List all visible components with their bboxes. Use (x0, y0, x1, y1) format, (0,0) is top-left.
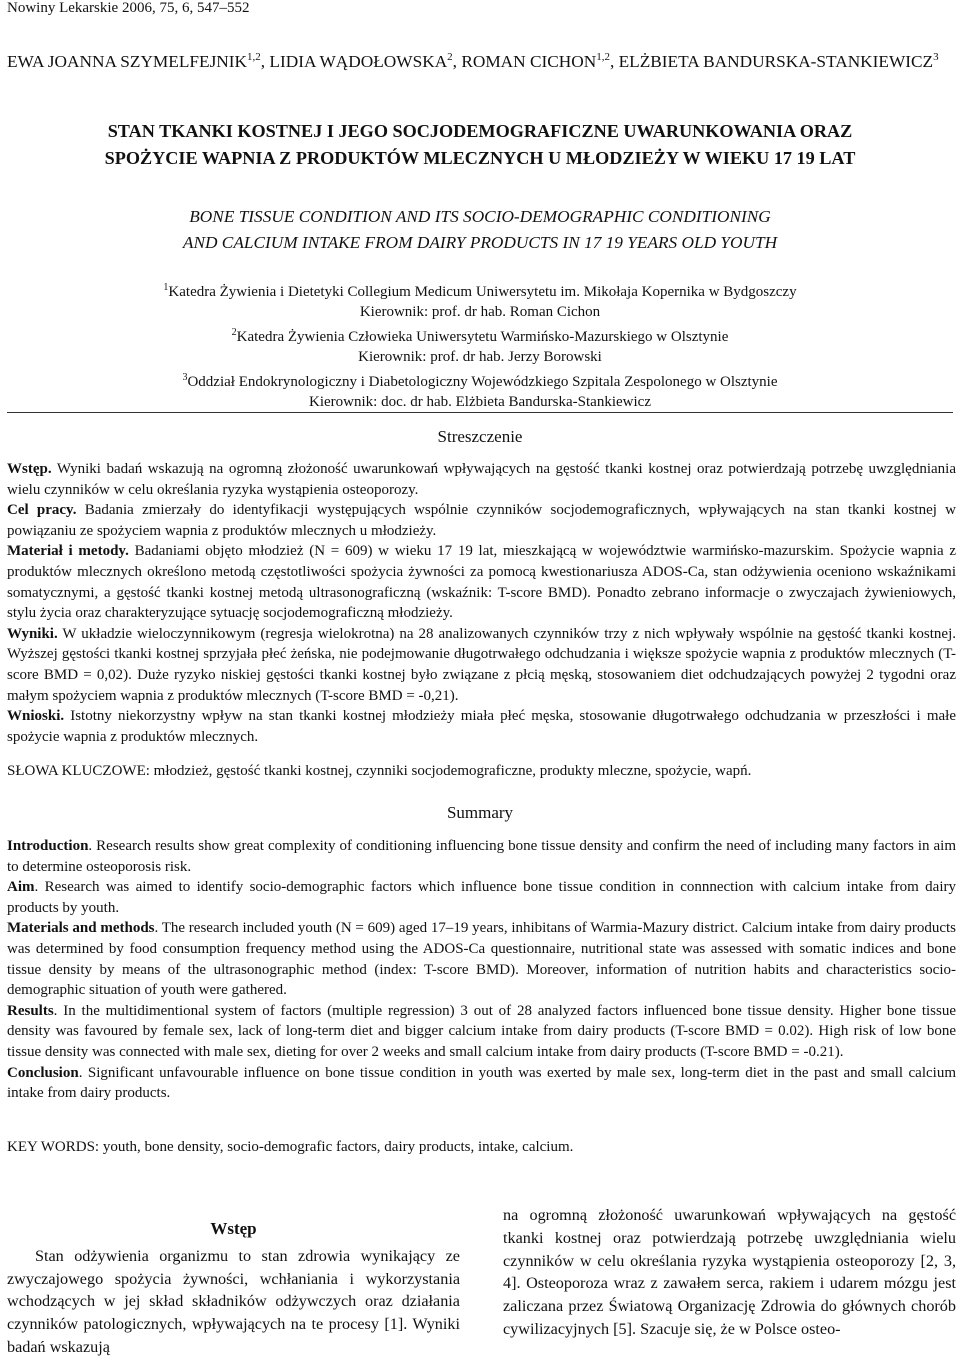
abstract-paragraph: Cel pracy. Badania zmierzały do identyfikacji występujących wspólnie czynników socjodemograficznych, wpływających na stan tkanki kostnej w powiązaniu ze spożyciem wapnia z produktów mlecznych u młodzieży. (7, 502, 956, 539)
author: EWA JOANNA SZYMELFEJNIK$^{1,2}$, (7, 51, 270, 71)
abstract-heading-english: Summary (446, 803, 514, 822)
abstract-polish (7, 459, 956, 747)
affiliation-head: Kierownik: doc. dr hab. Elżbieta Bandurska-Stankiewicz (309, 394, 651, 411)
keywords-english: KEY WORDS: youth, bone density, socio-demografic factors, dairy products, intake, calcium. (7, 1139, 574, 1155)
title-english: BONE TISSUE CONDITION AND ITS SOCIO-DEMOGRAPHIC CONDITIONING AND CALCIUM INTAKE FROM DAIRY PRODUCTS IN 17 19 YEARS OLD YOUTH (182, 207, 778, 252)
abstract-paragraph: Wstęp. Wyniki badań wskazują na ogromną złożoność uwarunkowań wpływających na gęstość tkanki kostnej oraz potwierdzają potrzebę uwzględniania wielu czynników w celu określania ryzyka wystąpienia osteoporozy. (7, 461, 956, 498)
affiliation-head: Kierownik: prof. dr hab. Roman Cichon (359, 304, 601, 321)
body-paragraph: na ogromną złożoność uwarunkowań wpływających na gęstość tkanki kostnej oraz potwierdzają potrzebę uwzględniania wielu czynników w celu określania ryzyka wystąpienia osteoporozy [2, 3, 4]. Osteoporoza wraz z zawałem serca, rakiem i udarem mózgu jest zaliczana przez Światową Organizację Zdrowia do głównych chorób cywilizacyjnych [5]. Szacuje się, że w Polsce osteo- (503, 1206, 956, 1338)
abstract-paragraph: Materiał i metody. Badaniami objęto młodzież (N = 609) w wieku 17 19 lat, mieszkającą w województwie warmińsko-mazurskim. Spożycie wapnia z produktów mlecznych określono metodą częstotliwości spożycia żywności za pomocą kwestionariusza ADOS-Ca, stan odżywienia oceniono wskaźnikami somatycznymi, a gęstość tkanki kostnej metodą ultrasonograficzną (wskaźnik: T-score BMD). Ponadto zebrano informacje o zwyczajach żywieniowych, stylu życia oraz charakteryzujące sytuację socjodemograficzną młodzieży. (7, 543, 956, 622)
divider (7, 412, 953, 413)
body-paragraph: Stan odżywienia organizmu to stan zdrowia wynikający ze zwyczajowego spożycia żywności, wchłaniania i wykorzystania wchodzących w jej skład składników odżywczych oraz działania czynników patologicznych, wpływających na te procesy [1]. Wyniki badań wskazują (7, 1246, 460, 1356)
author-list (7, 45, 952, 74)
section-heading: Wstęp (210, 1219, 257, 1238)
affiliations (20, 278, 940, 412)
abstract-paragraph: Introduction. Research results show great complexity of conditioning influencing bone tissue density and confirm the need of including many factors in aim to determine osteoporosis risk. (7, 838, 956, 875)
abstract-paragraph: Conclusion. Significant unfavourable influence on bone tissue condition in youth was exerted by male sex, long-term diet in the past and small calcium intake from dairy products. (7, 1064, 956, 1102)
body-column-right (503, 1204, 956, 1341)
abstract-english (7, 836, 956, 1104)
affiliation-head: Kierownik: prof. dr hab. Jerzy Borowski (358, 349, 602, 366)
journal-citation: Nowiny Lekarskie 2006, 75, 6, 547–552 (7, 0, 250, 16)
abstract-paragraph: Wnioski. Istotny niekorzystny wpływ na stan tkanki kostnej młodzieży miała płeć męska, stosowanie długotrwałego odchudzania w przeszłości i małe spożycie wapnia z produktów mlecznych. (7, 708, 956, 745)
author: ROMAN CICHON$^{1,2}$, (461, 51, 619, 71)
abstract-paragraph: Aim. Research was aimed to identify socio-demographic factors which influence bone tissue condition in connnection with calcium intake from dairy products by youth. (7, 879, 956, 916)
keywords-polish: SŁOWA KLUCZOWE: młodzież, gęstość tkanki kostnej, czynniki socjodemograficzne, produkty mleczne, spożycie, wapń. (7, 763, 752, 779)
abstract-paragraph: Results. In the multidimentional system of factors (multiple regression) 3 out of 28 analyzed factors influenced bone tissue density. Higher bone tissue density was favoured by female sex, lack of long-term diet and bigger calcium intake from dairy products (T-score BMD = 0.02). High risk of low bone tissue density was connected with male sex, dieting for over 2 weeks and small calcium intake from dairy products (T-score BMD = -0.21). (7, 1002, 956, 1060)
affiliation: $^1$Katedra Żywienia i Dietetyki Collegium Medicum Uniwersytetu im. Mikołaja Kopernika w Bydgoszczy (163, 282, 797, 300)
body-column-left (7, 1218, 460, 1359)
abstract-paragraph: Materials and methods. The research included youth (N = 609) aged 17–19 years, inhibitans of Warmia-Mazury district. Calcium intake from dairy products was determined by food consumption frequency method using the ADOS-Ca questionnaire, nutritional state was assessed with somatic indices and bone tissue density by means of the ultrasonographic method (index: T-score BMD). Moreover, information of nutrition habits and characteristics socio-demographic situation of youth were gathered. (7, 920, 956, 999)
abstract-paragraph: Wyniki. W układzie wieloczynnikowym (regresja wielokrotna) na 28 analizowanych czynników trzy z nich wpływały wspólnie na gęstość tkanki kostnej. Wyższej gęstości tkanki kostnej sprzyjała płeć żeńska, nie podejmowanie długotrwałego odchudzania i większe spożycie wapnia z produktów mlecznych (T-score BMD = 0,02). Duże ryzyko niskiej gęstości tkanki kostnej było związane z płcią męską, stosowaniem diet odchudzających powyżej 2 tygodni oraz małym spożyciem wapnia z produktów mlecznych (T-score BMD = -0,21). (7, 625, 956, 704)
abstract-heading-polish: Streszczenie (437, 427, 523, 446)
title-polish: STAN TKANKI KOSTNEJ I JEGO SOCJODEMOGRAFICZNE UWARUNKOWANIA ORAZ SPOŻYCIE WAPNIA Z PRODUKTÓW MLECZNYCH U MŁODZIEŻY W WIEKU 17 19 LAT (104, 121, 856, 168)
author: LIDIA WĄDOŁOWSKA$^2$, (269, 51, 462, 71)
affiliation: $^3$Oddział Endokrynologiczny i Diabetologiczny Wojewódzkiego Szpitala Zespolonego w Olsztynie (182, 371, 778, 390)
author: ELŻBIETA BANDURSKA-STANKIEWICZ$^3$ (618, 51, 939, 71)
affiliation: $^2$Katedra Żywienia Człowieka Uniwersytetu Warmińsko-Mazurskiego w Olsztynie (231, 326, 729, 345)
